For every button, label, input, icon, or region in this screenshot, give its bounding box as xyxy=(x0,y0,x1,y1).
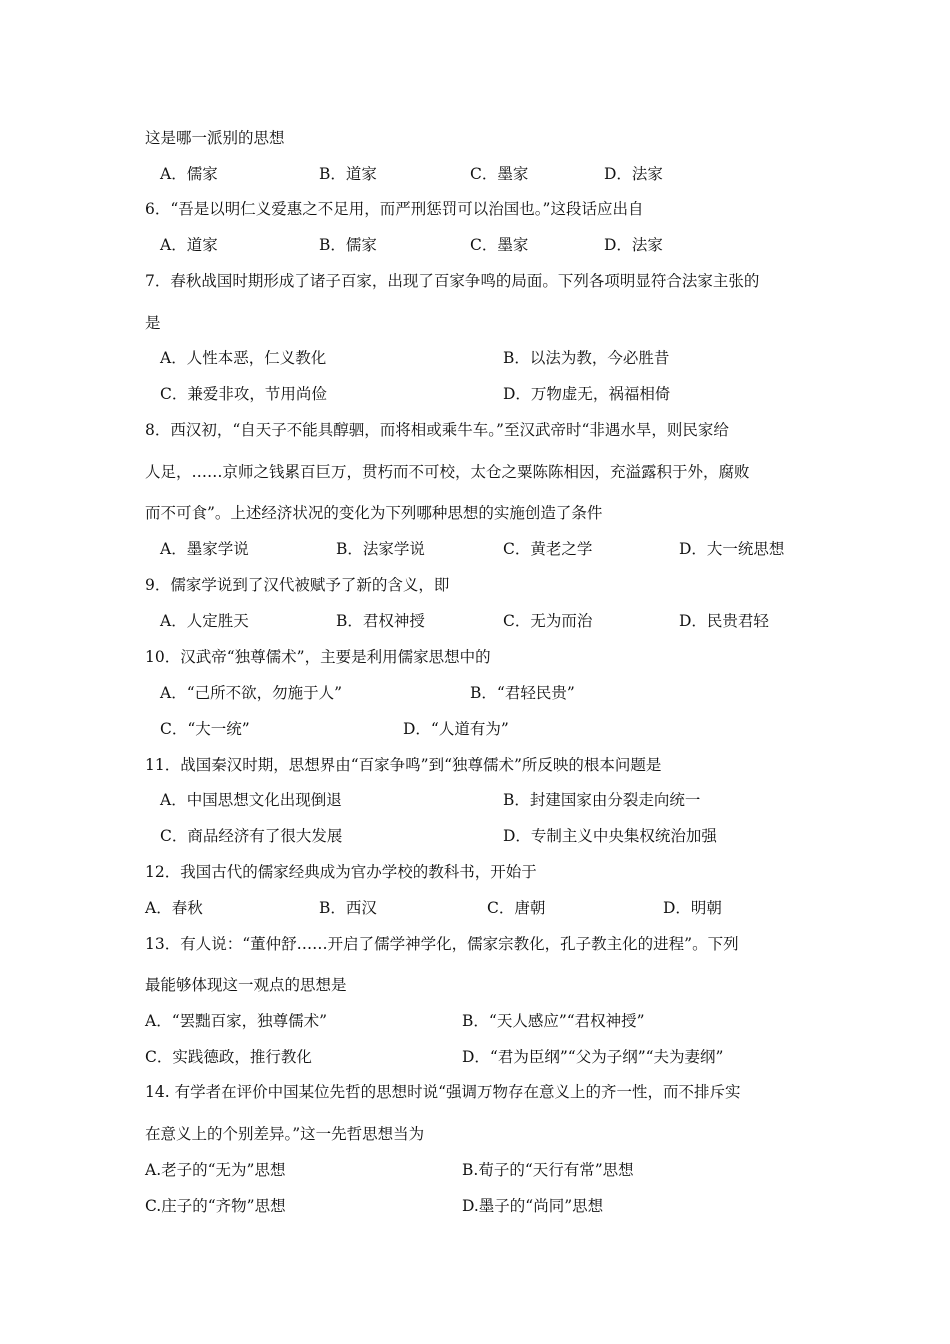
option-c: C．墨家 xyxy=(470,165,529,183)
option-c: C.庄子的“齐物”思想 xyxy=(145,1197,286,1215)
option-d: D．“人道有为” xyxy=(403,720,509,738)
option-a: A．春秋 xyxy=(145,899,203,917)
option-b: B．法家学说 xyxy=(336,540,425,558)
option-c: C．兼爱非攻，节用尚俭 xyxy=(160,385,327,403)
question-12-stem: 12．我国古代的儒家经典成为官办学校的教科书，开始于 xyxy=(145,863,537,881)
question-13-stem-cont: 最能够体现这一观点的思想是 xyxy=(145,976,347,994)
question-8-stem: 8．西汉初，“自天子不能具醇驷，而将相或乘牛车。”至汉武帝时“非遇水旱，则民家给 xyxy=(145,421,729,439)
option-b: B．儒家 xyxy=(319,236,377,254)
option-c: C．“大一统” xyxy=(160,720,250,738)
option-a: A．人性本恶，仁义教化 xyxy=(160,349,327,367)
option-d: D.墨子的“尚同”思想 xyxy=(462,1197,604,1215)
option-a: A．儒家 xyxy=(160,165,218,183)
option-c: C．商品经济有了很大发展 xyxy=(160,827,343,845)
option-d: D．“君为臣纲”“父为子纲”“夫为妻纲” xyxy=(462,1048,724,1066)
option-a: A.老子的“无为”思想 xyxy=(145,1161,286,1179)
question-9-options xyxy=(0,611,950,631)
option-c: C．墨家 xyxy=(470,236,529,254)
question-8-stem-cont2: 而不可食”。上述经济状况的变化为下列哪种思想的实施创造了条件 xyxy=(145,504,603,522)
option-b: B．以法为教，今必胜昔 xyxy=(503,349,670,367)
option-a: A．道家 xyxy=(160,236,218,254)
question-8-stem-cont1: 人足，……京师之钱累百巨万，贯朽而不可校，太仓之粟陈陈相因，充溢露积于外，腐败 xyxy=(145,463,750,481)
option-a: A．人定胜天 xyxy=(160,612,249,630)
question-11-stem: 11．战国秦汉时期，思想界由“百家争鸣”到“独尊儒术”所反映的根本问题是 xyxy=(145,756,662,774)
option-b: B.荀子的“天行有常”思想 xyxy=(462,1161,634,1179)
question-9-stem: 9．儒家学说到了汉代被赋予了新的含义，即 xyxy=(145,576,450,594)
option-d: D．专制主义中央集权统治加强 xyxy=(503,827,717,845)
option-d: D．法家 xyxy=(604,236,663,254)
option-a: A．“己所不欲，勿施于人” xyxy=(160,684,343,702)
option-d: D．法家 xyxy=(604,165,663,183)
question-10-options-row1 xyxy=(0,683,950,703)
question-7-options-row1 xyxy=(0,348,950,368)
option-d: D．民贵君轻 xyxy=(679,612,769,630)
option-d: D．大一统思想 xyxy=(679,540,785,558)
question-5-options xyxy=(0,164,950,184)
option-b: B．“君轻民贵” xyxy=(470,684,575,702)
question-8-options xyxy=(0,539,950,559)
option-d: D．万物虚无，祸福相倚 xyxy=(503,385,671,403)
option-c: C．实践德政，推行教化 xyxy=(145,1048,312,1066)
option-c: C．黄老之学 xyxy=(503,540,593,558)
option-b: B．封建国家由分裂走向统一 xyxy=(503,791,701,809)
question-14-options-row1 xyxy=(0,1160,950,1180)
question-7-stem-cont: 是 xyxy=(145,314,161,332)
question-13-stem: 13．有人说：“董仲舒……开启了儒学神学化，儒家宗教化，孔子教主化的进程”。下列 xyxy=(145,935,739,953)
question-12-options xyxy=(0,898,950,918)
option-a: A．墨家学说 xyxy=(160,540,249,558)
question-7-stem: 7．春秋战国时期形成了诸子百家，出现了百家争鸣的局面。下列各项明显符合法家主张的 xyxy=(145,272,760,290)
question-5-stem-end: 这是哪一派别的思想 xyxy=(145,129,285,147)
question-6-stem: 6．“吾是以明仁义爱惠之不足用，而严刑惩罚可以治国也。”这段话应出自 xyxy=(145,200,644,218)
question-14-stem-cont: 在意义上的个别差异。”这一先哲思想当为 xyxy=(145,1125,425,1143)
question-11-options-row1 xyxy=(0,790,950,810)
option-a: A．中国思想文化出现倒退 xyxy=(160,791,342,809)
question-13-options-row2 xyxy=(0,1047,950,1067)
question-7-options-row2 xyxy=(0,384,950,404)
option-d: D．明朝 xyxy=(663,899,722,917)
question-13-options-row1 xyxy=(0,1011,950,1031)
question-10-options-row2 xyxy=(0,719,950,739)
option-b: B．道家 xyxy=(319,165,377,183)
question-10-stem: 10．汉武帝“独尊儒术”，主要是利用儒家思想中的 xyxy=(145,648,491,666)
option-c: C．无为而治 xyxy=(503,612,593,630)
option-a: A．“罢黜百家，独尊儒术” xyxy=(145,1012,328,1030)
question-14-stem: 14. 有学者在评价中国某位先哲的思想时说“强调万物存在意义上的齐一性，而不排斥实 xyxy=(145,1083,741,1101)
option-c: C．唐朝 xyxy=(487,899,546,917)
question-11-options-row2 xyxy=(0,826,950,846)
question-6-options xyxy=(0,235,950,255)
option-b: B．君权神授 xyxy=(336,612,425,630)
option-b: B．西汉 xyxy=(319,899,377,917)
question-14-options-row2 xyxy=(0,1196,950,1216)
option-b: B．“天人感应”“君权神授” xyxy=(462,1012,645,1030)
